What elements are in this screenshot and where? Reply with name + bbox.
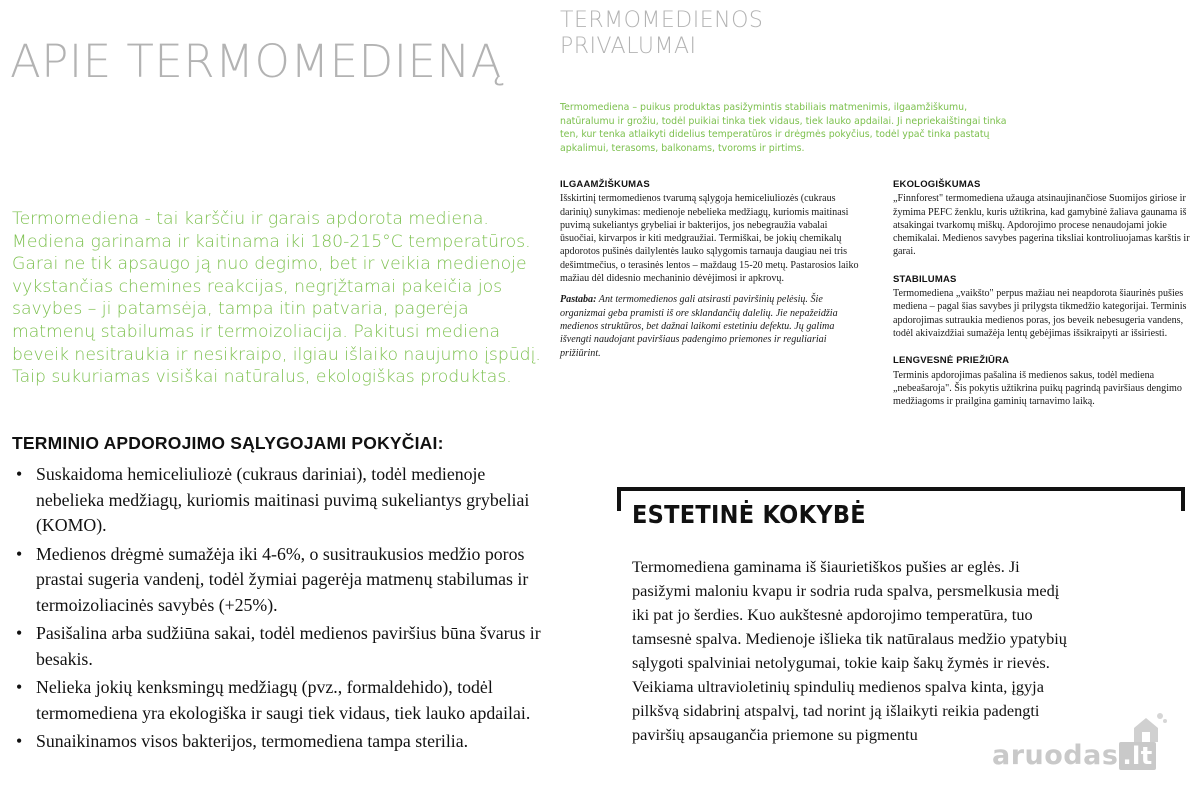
column-durability xyxy=(560,178,860,360)
advantages-intro: Termomediena – puikus produktas pasižymintis stabiliais matmenimis, ilgaamžiškumu, natūralumu ir grožiu, todėl puikiai tinka tiek vidaus, tiek lauko apdailai. Ji nepriekaištingai tinka ten, kur tenka atlaikyti didelius temperatūros ir drėgmės pokyčius, todėl ypač tinka pastatų apkalimui, terasoms, balkonams, tvoroms ir pirtims. xyxy=(560,102,1007,154)
bullet: • xyxy=(16,677,23,697)
list-item-text: Pasišalina arba sudžiūna sakai, todėl medienos paviršius būna švarus ir besakis. xyxy=(36,623,541,669)
column-properties xyxy=(893,178,1193,422)
title-line-2: PRIVALUMAI xyxy=(560,34,697,59)
stability-section xyxy=(893,273,1193,340)
page-title-right xyxy=(560,8,880,60)
list-item xyxy=(16,621,556,672)
watermark-brand: aruodas xyxy=(992,740,1119,771)
list-item xyxy=(16,729,556,755)
watermark-logo xyxy=(992,740,1156,771)
page-title-left: APIE TERMOMEDIENĄ xyxy=(10,35,502,88)
list-item-text: Sunaikinamos visos bakterijos, termomediena tampa sterilia. xyxy=(36,731,469,751)
note-label: Pastaba: xyxy=(560,294,597,306)
intro-paragraph: Termomediena - tai karščiu ir garais apdorota mediena. Mediena garinama ir kaitinama iki 180-215°C temperatūros. Garai ne tik apsaugo ją nuo degimo, bet ir veikia medienoje vykstančias chemines reakcijas, negrįžtamai pakeičia jos savybes – ji patamsėja, tampa itin patvaria, pagerėja matmenų stabilumas ir termoizoliacija. Pakitusi mediena beveik nesitraukia ir nesikraipo, ilgiau išlaiko naujumo įspūdį. Taip sukuriamas visiškai natūralus, ekologiškas produktas. xyxy=(12,209,541,388)
watermark-tld: .lt xyxy=(1119,742,1155,770)
ecology-heading: EKOLOGIŠKUMAS xyxy=(893,179,981,190)
aesthetic-heading: ESTETINĖ KOKYBĖ xyxy=(632,500,866,529)
durability-note xyxy=(560,293,860,359)
list-item xyxy=(16,462,556,539)
list-item xyxy=(16,675,556,726)
ecology-text: „Finnforest" termomediena užauga atsinaujinančiose Suomijos giriose ir žymima PEFC ženklu, kuris užtikrina, kad gamybinė žaliava gaunama iš atsakingai tvarkomų miškų. Apdorojimo procese nenaudojami jokie chemikalai. Medienos savybes pagerina tiksliai kontroliuojamas karštis ir garai. xyxy=(893,193,1190,258)
stability-heading: STABILUMAS xyxy=(893,273,957,285)
aesthetic-text: Termomediena gaminama iš šiaurietiškos pušies ar eglės. Ji pasižymi maloniu kvapu ir sodria ruda spalva, persmelkusia medį iki pat jo šerdies. Kuo aukštesnė apdorojimo temperatūra, tuo tamsesnė spalva. Medienoje išlieka tik natūralaus medžio ypatybių sąlygoti spalviniai netolygumai, tokie kaip šakų žymės ir rievės. Veikiama ultravioletinių spindulių medienos spalva kinta, įgyja pilkšvą sidabrinį atspalvį, tad norint ją išlaikyti reikia padengti paviršių apsaugančia priemone su pigmentu xyxy=(632,557,1067,744)
bullet: • xyxy=(16,543,23,564)
list-item xyxy=(16,542,556,619)
care-text: Terminis apdorojimas pašalina iš medienos sakus, todėl mediena „nebeašaroja". Šis pokytis užtikrina puikų pagrindą paviršiaus dengimo medžiagoms ir prailgina gaminių tarnavimo laiką. xyxy=(893,369,1182,408)
title-line-1: TERMOMEDIENOS xyxy=(560,8,764,33)
list-item-text: Nelieka jokių kenksmingų medžiagų (pvz., formaldehido), todėl termomediena yra ekologiška ir saugi tiek vidaus, tiek lauko apdailai. xyxy=(36,677,531,723)
list-item-text: Medienos drėgmė sumažėja iki 4-6%, o susitraukusios medžio poros prastai sugeria vandenį, todėl žymiai pagerėja matmenų stabilumas ir termoizoliacinės savybės (+25%). xyxy=(36,543,529,615)
ecology-section xyxy=(893,178,1193,259)
changes-list xyxy=(16,462,556,758)
care-section xyxy=(893,354,1193,408)
bullet: • xyxy=(16,623,23,643)
changes-heading: TERMINIO APDOROJIMO SĄLYGOJAMI POKYČIAI: xyxy=(12,433,444,453)
durability-heading: ILGAAMŽIŠKUMAS xyxy=(560,179,650,190)
note-text: Ant termomedienos gali atsirasti paviršinių pelėsių. Šie organizmai geba pramisti iš ore sklandančių dalelių. Jie nepažeidžia medienos struktūros, bet dažnai laikomi estetiniu defektu. Jų galima išvengti naudojant paviršiaus padengimo priemones ir reguliariai prižiūrint. xyxy=(560,294,838,359)
stability-text: Termomediena „vaikšto" perpus mažiau nei neapdorota šiaurinės pušies mediena – pagal šias savybes ji prilygsta tikmedžio kategorijai. Terminis apdorojimas sutraukia medienos poras, jos beveik nebesugeria vandens, todėl akivaizdžiai sumažėja lentų gebėjimas išsikraipyti ar išsiriesti. xyxy=(893,288,1187,339)
bullet: • xyxy=(16,731,23,751)
durability-text: Išskirtinį termomedienos tvarumą sąlygoja hemiceliuliozės (cukraus darinių) sunykimas: medienoje nebelieka medžiagų, kuriomis maitinasi puvimą sukeliantys grybeliai ir bakterijos, jos nebegraužia vabalai ūsuočiai, kirvarpos ir kiti medgraužiai. Termiškai, be jokių chemikalų apdorotos pušinės dailylentės lauko sąlygomis tarnauja daugiau nei tris dešimtmečius, o terasinės lentos – maždaug 15-20 metų. Pastarosios laiko mažiau dėl didesnio mechaninio dėvėjimosi ir apkrovų. xyxy=(560,193,859,285)
care-heading: LENGVESNĖ PRIEŽIŪRA xyxy=(893,355,1010,367)
bullet: • xyxy=(16,464,23,484)
list-item-text: Suskaidoma hemiceliuliozė (cukraus dariniai), todėl medienoje nebelieka medžiagų, kuriomis maitinasi puvimą sukeliantys grybeliai (KOMO). xyxy=(36,464,530,535)
